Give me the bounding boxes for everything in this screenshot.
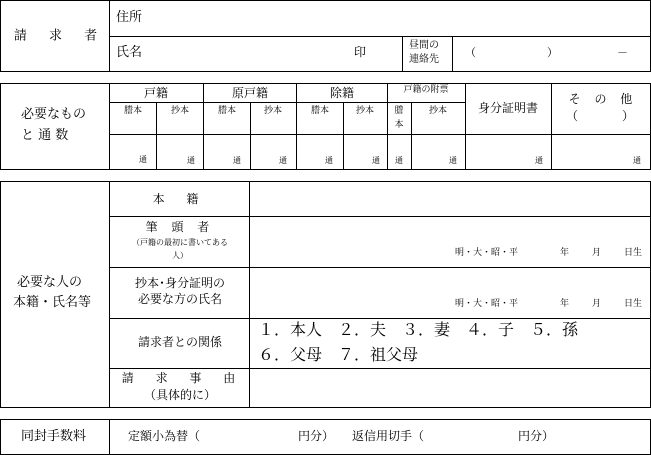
col-touhon: 謄本 bbox=[123, 106, 143, 116]
name-label: 氏名 bbox=[116, 45, 143, 60]
seal-mark: 印 bbox=[354, 45, 367, 59]
count-unit: 通 bbox=[233, 156, 241, 165]
return-stamp-label: 返信用切手（ bbox=[352, 429, 425, 443]
birth-label: 日生 bbox=[624, 299, 643, 309]
count-unit: 通 bbox=[395, 156, 403, 165]
address-label: 住所 bbox=[116, 10, 143, 25]
fee-label: 同封手数料 bbox=[21, 429, 87, 444]
col-touhon: 謄本 bbox=[310, 106, 330, 116]
daytime-contact-label: 連絡先 bbox=[409, 54, 439, 65]
person-label: 本籍・氏名等 bbox=[13, 295, 92, 310]
required-label: 必要なもの bbox=[21, 107, 87, 122]
col-touhon: 謄 bbox=[394, 106, 404, 116]
hittousha-label: 筆 頭 者 bbox=[145, 220, 215, 234]
col-shouhon: 抄本 bbox=[170, 106, 190, 116]
group-koseki: 戸籍 bbox=[143, 86, 169, 100]
group-joseki: 除籍 bbox=[329, 86, 355, 100]
subject-name-label: 抄本･身分証明の bbox=[134, 276, 226, 290]
other-close-paren: ） bbox=[622, 109, 635, 123]
money-order-label: 定額小為替（ bbox=[128, 429, 201, 443]
relation-options: １．本人 ２．夫 ３．妻 ４．子 ５．孫 bbox=[258, 320, 579, 339]
year-label: 年 bbox=[560, 248, 570, 258]
requester-title: 請 求 者 bbox=[13, 28, 107, 44]
col-shouhon: 抄本 bbox=[355, 106, 375, 116]
count-unit: 通 bbox=[535, 156, 543, 165]
other-open-paren: （ bbox=[566, 109, 579, 123]
relation-options: ６．父母 ７．祖父母 bbox=[258, 345, 419, 364]
col-touhon: 本 bbox=[394, 120, 404, 130]
subject-name-label: 必要な方の氏名 bbox=[137, 292, 223, 306]
required-label: と 通 数 bbox=[21, 128, 69, 143]
relation-label: 請求者との関係 bbox=[137, 335, 223, 349]
person-label: 必要な人の bbox=[17, 275, 83, 290]
id-certificate-label: 身分証明書 bbox=[477, 101, 539, 115]
count-unit: 通 bbox=[325, 156, 333, 165]
col-shouhon: 抄本 bbox=[263, 106, 283, 116]
tel-open-paren: （ bbox=[465, 46, 476, 59]
col-shouhon: 抄本 bbox=[428, 106, 448, 116]
count-unit: 通 bbox=[633, 156, 641, 165]
money-order-unit: 円分） bbox=[298, 429, 335, 443]
reason-label: 請 求 事 由 bbox=[121, 371, 245, 385]
col-touhon: 謄本 bbox=[217, 106, 237, 116]
honseki-label: 本 籍 bbox=[152, 192, 208, 206]
tel-dash: － bbox=[617, 46, 628, 59]
count-unit: 通 bbox=[449, 156, 457, 165]
hittousha-note: 人） bbox=[172, 251, 188, 260]
count-unit: 通 bbox=[139, 155, 147, 164]
birth-label: 日生 bbox=[624, 248, 643, 258]
count-unit: 通 bbox=[372, 156, 380, 165]
other-label: そ の 他 bbox=[568, 92, 638, 106]
group-fuhyo: 戸籍の附票 bbox=[403, 85, 449, 95]
count-unit: 通 bbox=[279, 156, 287, 165]
era-label: 明・大・昭・平 bbox=[455, 248, 519, 258]
year-label: 年 bbox=[560, 299, 570, 309]
count-unit: 通 bbox=[187, 156, 195, 165]
group-genkoseki: 原戸籍 bbox=[231, 86, 269, 100]
month-label: 月 bbox=[592, 248, 602, 258]
return-stamp-unit: 円分） bbox=[518, 429, 555, 443]
tel-close-paren: ） bbox=[547, 46, 558, 59]
era-label: 明・大・昭・平 bbox=[455, 299, 519, 309]
month-label: 月 bbox=[592, 299, 602, 309]
hittousha-note: （戸籍の最初に書いてある bbox=[132, 238, 228, 247]
reason-label: （具体的に） bbox=[143, 388, 217, 402]
daytime-contact-label: 昼間の bbox=[409, 40, 439, 51]
